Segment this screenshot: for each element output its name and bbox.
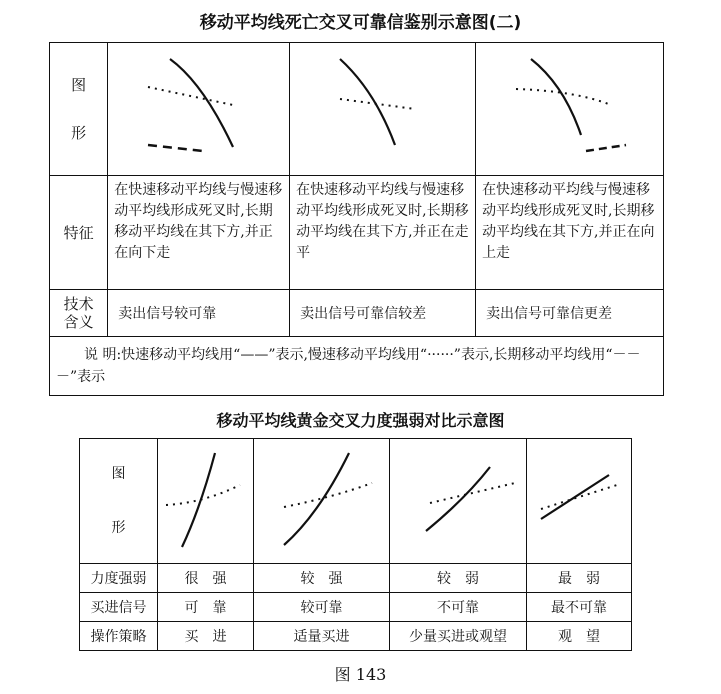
row-label-signal: 买进信号 <box>80 593 158 622</box>
figure-caption: 图 143 <box>334 665 387 684</box>
tech-meaning-2: 卖出信号可靠信较差 <box>290 290 476 337</box>
death-cross-figure-2 <box>290 43 474 175</box>
gc-figure-cell-1 <box>158 439 254 564</box>
tech-label-line2: 含义 <box>63 313 94 331</box>
figure-cell-2 <box>290 43 476 176</box>
fast-ma-line <box>284 453 349 545</box>
signal-cell-4: 最不可靠 <box>527 593 632 622</box>
figure-row-label-2 <box>80 439 158 564</box>
strength-cell-1: 很 强 <box>158 564 254 593</box>
figure-label-line2: 形 <box>71 124 87 142</box>
tech-meaning-3: 卖出信号可靠信更差 <box>476 290 664 337</box>
tech-row-label <box>50 290 108 337</box>
figure-cell-3 <box>476 43 664 176</box>
golden-cross-figure-2 <box>254 439 389 563</box>
gc-figure-cell-4 <box>527 439 632 564</box>
golden-cross-figure-1 <box>158 439 253 563</box>
tech-meaning-1: 卖出信号较可靠 <box>108 290 290 337</box>
figure-label-line1: 图 <box>111 466 126 482</box>
strength-cell-2: 较 强 <box>254 564 390 593</box>
fast-ma-line <box>541 475 609 519</box>
strength-cell-3: 较 弱 <box>390 564 527 593</box>
feature-text-3: 在快速移动平均线与慢速移动平均线形成死叉时,长期移动平均线在其下方,并正在向上走 <box>476 176 664 290</box>
legend-note: 说 明:快速移动平均线用“——”表示,慢速移动平均线用“······”表示,长期移动平均线用“－－－”表示 <box>50 337 664 396</box>
row-label-strategy: 操作策略 <box>80 622 158 651</box>
gc-figure-cell-3 <box>390 439 527 564</box>
row-label-strength: 力度强弱 <box>80 564 158 593</box>
death-cross-figure-3 <box>476 43 662 175</box>
figure-label-line1: 图 <box>71 76 87 94</box>
chart-title-golden-cross: 移动平均线黄金交叉力度强弱对比示意图 <box>216 411 505 430</box>
golden-cross-figure-4 <box>527 439 631 563</box>
strategy-cell-3: 少量买进或观望 <box>390 622 527 651</box>
signal-cell-3: 不可靠 <box>390 593 527 622</box>
strategy-cell-2: 适量买进 <box>254 622 390 651</box>
death-cross-table <box>49 42 664 396</box>
slow-ma-line <box>541 485 617 509</box>
strategy-cell-1: 买 进 <box>158 622 254 651</box>
strategy-cell-4: 观 望 <box>527 622 632 651</box>
signal-cell-1: 可 靠 <box>158 593 254 622</box>
golden-cross-table <box>79 438 632 651</box>
fast-ma-line <box>531 59 581 135</box>
death-cross-figure-1 <box>108 43 288 175</box>
fast-ma-line <box>182 453 215 547</box>
golden-cross-figure-3 <box>390 439 526 563</box>
figure-row-label <box>50 43 108 176</box>
feature-text-2: 在快速移动平均线与慢速移动平均线形成死叉时,长期移动平均线在其下方,并正在走平 <box>290 176 476 290</box>
long-ma-line <box>148 145 203 151</box>
feature-text-1: 在快速移动平均线与慢速移动平均线形成死叉时,长期移动平均线在其下方,并正在向下走 <box>108 176 290 290</box>
figure-cell-1 <box>108 43 290 176</box>
fast-ma-line <box>426 467 490 531</box>
feature-row-label: 特征 <box>50 176 108 290</box>
fast-ma-line <box>340 59 395 145</box>
gc-figure-cell-2 <box>254 439 390 564</box>
chart-title-death-cross: 移动平均线死亡交叉可靠信鉴别示意图(二) <box>199 13 522 33</box>
slow-ma-line <box>284 483 372 507</box>
signal-cell-2: 较可靠 <box>254 593 390 622</box>
strength-cell-4: 最 弱 <box>527 564 632 593</box>
slow-ma-line <box>148 87 233 105</box>
tech-label-line1: 技术 <box>63 295 94 313</box>
figure-label-line2: 形 <box>111 520 126 536</box>
long-ma-line <box>586 145 626 151</box>
